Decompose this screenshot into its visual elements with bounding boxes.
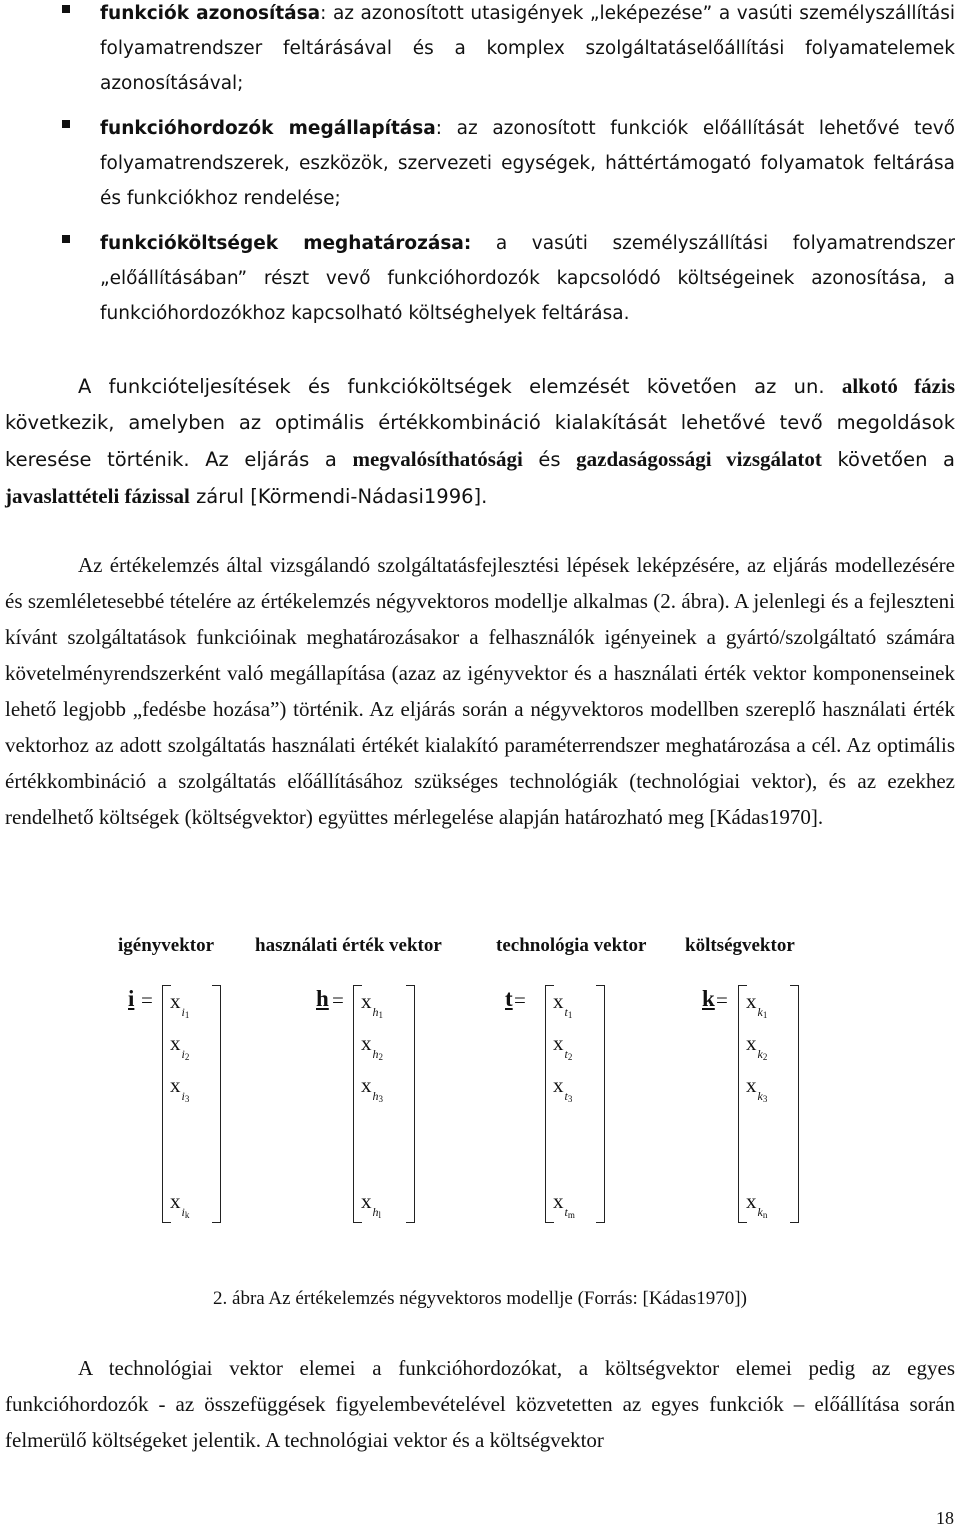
header-koltsegvektor: költségvektor <box>685 935 795 956</box>
vector-symbol: t <box>505 986 513 1011</box>
vector-element: $x_{i1}$ <box>170 989 190 1020</box>
equals-sign: = <box>332 988 344 1012</box>
bullet-item <box>0 0 960 101</box>
bullet-item <box>0 111 960 216</box>
vector-element: $x_{h1}$ <box>361 989 383 1020</box>
right-bracket <box>790 985 799 1223</box>
vector-element: $x_{t2}$ <box>553 1031 573 1062</box>
paragraph-four-vector-model: Az értékelemzés által vizsgálandó szolgáltatásfejlesztési lépések leképzésére, az eljárás modellezésére és szemléletesebbé tételére az értékelemzés négyvektoros modellje alkalmas (2. ábra). A jelenlegi és a fejleszteni kívánt szolgáltatások funkcióinak meghatározásakor a felhasználók igényeinek a gyártó/szolgáltató számára követelményrendszerként való megállapítása (azaz az igényvektor és a használati érték vektor komponenseinek lehető legjobb „fedésbe hozása”) történik. Az eljárás során a négyvektoros modellben szereplő használati érték vektorhoz az adott szolgáltatás használati értékét kialakító paraméterrendszer meghatározása a cél. Az optimális értékkombináció a szolgáltatás előállításához szükséges technológiák (technológiai vektor), és az ezekhez rendelhető költségek (költségvektor) együttes mérlegelése alapján határozható meg [Kádas1970]. <box>5 553 955 829</box>
figure-caption: 2. ábra Az értékelemzés négyvektoros modellje (Forrás: [Kádas1970]) <box>213 1288 747 1309</box>
text-run: zárul [Körmendi-Nádasi1996]. <box>189 485 488 508</box>
vector-element: $x_{tm}$ <box>553 1189 575 1220</box>
equals-sign: = <box>141 988 153 1012</box>
bullet-term: funkcióköltségek meghatározása: <box>100 233 472 254</box>
paragraph-analysis-phases <box>5 368 955 515</box>
text-run: és <box>522 448 577 471</box>
header-igenyvektor: igényvektor <box>118 935 215 956</box>
vector-element: $x_{kn}$ <box>746 1189 768 1220</box>
page-number: 18 <box>936 1508 954 1528</box>
right-bracket <box>406 985 415 1223</box>
vector-symbol: k <box>702 986 715 1011</box>
bullet-item <box>0 226 960 331</box>
bullet-list <box>0 0 960 341</box>
vector-element: $x_{k3}$ <box>746 1073 768 1104</box>
vector-symbol: h <box>316 986 329 1011</box>
right-bracket <box>212 985 221 1223</box>
bold-term: gazdaságossági vizsgálatot <box>576 447 822 471</box>
right-bracket <box>596 985 605 1223</box>
bold-term: megvalósíthatósági <box>352 447 523 471</box>
equals-sign: = <box>514 988 526 1012</box>
header-hasznalati-ertek-vektor: használati érték vektor <box>255 935 442 956</box>
bullet-text: a vasúti személyszállítási folyamatrendszer „előállításában” részt vevő funkcióhordozók kapcsolódó költségeinek azonosítása, a funkcióhordozókhoz kapcsolható költséghelyek feltárása. <box>100 233 956 324</box>
vector-element: $x_{h3}$ <box>361 1073 383 1104</box>
vector-element: $x_{i3}$ <box>170 1073 190 1104</box>
vector-symbol: i <box>128 986 135 1011</box>
bullet-text: : az azonosított utasigények „leképezése” a vasúti személyszállítási folyamatrendszer feltárásával és a komplex szolgáltatáselőállítási folyamatelemek azonosításával; <box>100 3 955 94</box>
vector-element: $x_{ik}$ <box>170 1189 190 1220</box>
vector-element: $x_{hl}$ <box>361 1189 382 1220</box>
bullet-term: funkcióhordozók megállapítása <box>100 118 436 139</box>
text-run: következik, amelyben az optimális értékkombináció kialakítását lehetővé tevő megoldások keresése történik. Az eljárás a <box>5 411 955 471</box>
bold-term: alkotó fázis <box>841 374 955 398</box>
vector-element: $x_{k1}$ <box>746 989 768 1020</box>
bullet-term: funkciók azonosítása <box>100 3 321 24</box>
vector-element: $x_{h2}$ <box>361 1031 383 1062</box>
vector-element: $x_{i2}$ <box>170 1031 190 1062</box>
text-run: követően a <box>821 448 956 471</box>
equals-sign: = <box>716 988 728 1012</box>
vector-element: $x_{k2}$ <box>746 1031 768 1062</box>
bold-term: javaslattételi fázissal <box>5 484 190 508</box>
bullet-text: : az azonosított funkciók előállítását lehetővé tevő folyamatrendszerek, eszközök, szervezeti egységek, háttértámogató folyamatok feltárása és funkciókhoz rendelése; <box>100 118 955 209</box>
vector-element: $x_{t3}$ <box>553 1073 573 1104</box>
header-technologia-vektor: technológia vektor <box>496 935 647 956</box>
vector-element: $x_{t1}$ <box>553 989 573 1020</box>
paragraph-technology-cost: A technológiai vektor elemei a funkcióhordozókat, a költségvektor elemei pedig az egyes funkcióhordozók - az összefüggések figyelembevételével közvetetten az egyes funkciók – előállítása során felmerülő költségeket jelentik. A technológiai vektor és a költségvektor <box>5 1356 955 1452</box>
text-run: A funkcióteljesítések és funkcióköltségek elemzését követően az un. <box>78 375 842 398</box>
